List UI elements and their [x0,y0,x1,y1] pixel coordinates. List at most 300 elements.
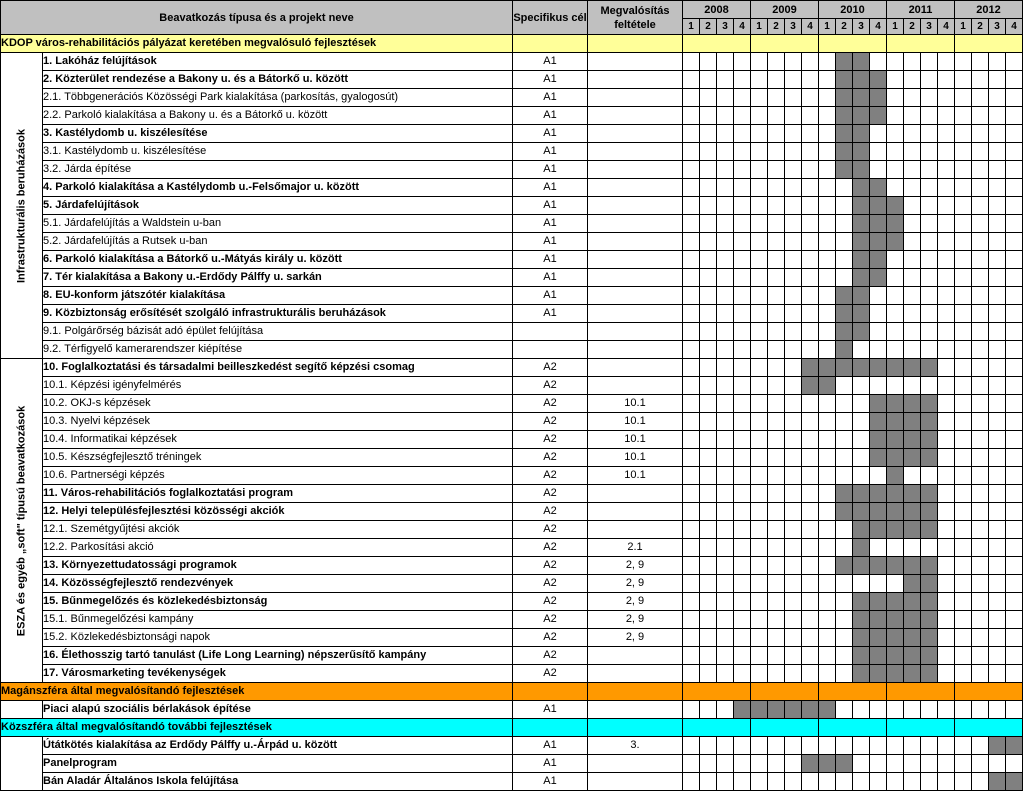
specific-goal-cell: A1 [513,755,588,773]
gantt-empty-cell [836,413,853,431]
gantt-empty-cell [853,773,870,791]
gantt-bar-cell [802,359,819,377]
gantt-empty-cell [683,521,700,539]
gantt-empty-cell [802,773,819,791]
gantt-empty-cell [955,161,972,179]
gantt-empty-cell [768,629,785,647]
gantt-empty-cell [955,143,972,161]
gantt-empty-cell [870,323,887,341]
gantt-bar-cell [853,179,870,197]
gantt-empty-cell [768,647,785,665]
gantt-empty-cell [700,107,717,125]
gantt-empty-cell [751,395,768,413]
gantt-empty-cell [768,557,785,575]
gantt-empty-cell [887,737,904,755]
gantt-bar-cell [904,557,921,575]
gantt-empty-cell [836,467,853,485]
gantt-bar-cell [870,521,887,539]
gantt-empty-cell [751,107,768,125]
gantt-bar-cell [870,431,887,449]
table-row [1,467,1023,485]
specific-goal-cell: A1 [513,197,588,215]
precondition-cell [588,305,683,323]
gantt-empty-cell [836,197,853,215]
precondition-cell [588,323,683,341]
table-row [1,647,1023,665]
category-label: Infrastrukturális beruházások [15,128,27,283]
gantt-empty-cell [819,251,836,269]
gantt-empty-cell [717,539,734,557]
gantt-empty-cell [819,503,836,521]
gantt-bar-cell [853,611,870,629]
gantt-empty-cell [1006,629,1023,647]
gantt-bar-cell [921,521,938,539]
gantt-empty-cell [921,539,938,557]
gantt-bar-cell [887,395,904,413]
specific-goal-cell: A2 [513,395,588,413]
gantt-empty-cell [1006,665,1023,683]
table-row [1,395,1023,413]
gantt-bar-cell [853,557,870,575]
specific-goal-cell: A2 [513,593,588,611]
gantt-empty-cell [785,323,802,341]
gantt-bar-cell [870,359,887,377]
gantt-empty-cell [734,629,751,647]
gantt-empty-cell [938,773,955,791]
specific-goal-cell: A1 [513,305,588,323]
gantt-bar-cell [853,521,870,539]
gantt-empty-cell [1006,53,1023,71]
gantt-empty-cell [700,341,717,359]
activity-name: 9.2. Térfigyelő kamerarendszer kiépítése [43,341,513,359]
table-row [1,611,1023,629]
specific-goal-cell: A1 [513,71,588,89]
specific-goal-cell: A1 [513,773,588,791]
gantt-empty-cell [717,467,734,485]
gantt-empty-cell [700,53,717,71]
gantt-empty-cell [836,575,853,593]
gantt-empty-cell [921,755,938,773]
gantt-empty-cell [836,539,853,557]
precondition-cell: 2, 9 [588,629,683,647]
header-quarter: 2 [768,19,785,35]
gantt-empty-cell [785,377,802,395]
gantt-empty-cell [683,485,700,503]
activity-name: 9.1. Polgárőrség bázisát adó épület felújítása [43,323,513,341]
gantt-empty-cell [802,413,819,431]
gantt-empty-cell [802,647,819,665]
gantt-empty-cell [785,485,802,503]
gantt-empty-cell [938,737,955,755]
gantt-empty-cell [938,179,955,197]
gantt-empty-cell [717,305,734,323]
gantt-empty-cell [751,575,768,593]
gantt-bar-cell [904,629,921,647]
gantt-empty-cell [904,215,921,233]
gantt-empty-cell [955,575,972,593]
gantt-empty-cell [717,521,734,539]
gantt-empty-cell [717,71,734,89]
gantt-empty-cell [853,701,870,719]
specific-goal-cell: A2 [513,359,588,377]
specific-goal-cell: A2 [513,665,588,683]
gantt-bar-cell [904,485,921,503]
gantt-empty-cell [955,107,972,125]
gantt-empty-cell [989,503,1006,521]
gantt-empty-cell [972,107,989,125]
gantt-empty-cell [785,755,802,773]
gantt-empty-cell [989,341,1006,359]
gantt-empty-cell [938,503,955,521]
gantt-empty-cell [768,215,785,233]
gantt-empty-cell [768,125,785,143]
gantt-empty-cell [989,701,1006,719]
gantt-empty-cell [802,449,819,467]
precondition-cell: 10.1 [588,467,683,485]
gantt-empty-cell [972,755,989,773]
gantt-empty-cell [989,395,1006,413]
gantt-empty-cell [683,413,700,431]
gantt-empty-cell [734,431,751,449]
gantt-empty-cell [887,107,904,125]
gantt-empty-cell [955,305,972,323]
gantt-empty-cell [989,161,1006,179]
gantt-bar-cell [870,395,887,413]
table-row [1,107,1023,125]
gantt-bar-cell [870,413,887,431]
gantt-empty-cell [683,53,700,71]
gantt-empty-cell [734,395,751,413]
gantt-empty-cell [683,341,700,359]
gantt-bar-cell [870,449,887,467]
gantt-empty-cell [751,485,768,503]
gantt-empty-cell [972,341,989,359]
gantt-empty-cell [972,161,989,179]
gantt-empty-cell [972,89,989,107]
gantt-empty-cell [751,413,768,431]
header-row-years [1,1,1023,19]
gantt-empty-cell [717,107,734,125]
section-year-cell [751,719,819,737]
gantt-empty-cell [955,413,972,431]
gantt-empty-cell [819,125,836,143]
gantt-bar-cell [853,197,870,215]
section-year-cell [683,35,751,53]
gantt-empty-cell [785,161,802,179]
specific-goal-cell: A1 [513,737,588,755]
gantt-empty-cell [734,233,751,251]
gantt-empty-cell [683,629,700,647]
gantt-empty-cell [768,251,785,269]
gantt-empty-cell [989,125,1006,143]
header-quarter: 1 [683,19,700,35]
gantt-empty-cell [921,269,938,287]
gantt-empty-cell [751,359,768,377]
specific-goal-cell: A1 [513,215,588,233]
activity-name: 15. Bűnmegelőzés és közlekedésbiztonság [43,593,513,611]
gantt-empty-cell [1006,89,1023,107]
gantt-empty-cell [700,665,717,683]
gantt-empty-cell [785,215,802,233]
gantt-empty-cell [683,449,700,467]
specific-goal-cell: A1 [513,287,588,305]
gantt-empty-cell [870,287,887,305]
gantt-bar-cell [904,431,921,449]
gantt-empty-cell [938,161,955,179]
gantt-bar-cell [853,359,870,377]
gantt-empty-cell [785,233,802,251]
precondition-cell [588,773,683,791]
gantt-empty-cell [802,179,819,197]
gantt-empty-cell [904,287,921,305]
gantt-empty-cell [717,179,734,197]
gantt-empty-cell [989,251,1006,269]
precondition-cell [588,233,683,251]
gantt-empty-cell [700,521,717,539]
gantt-empty-cell [938,341,955,359]
gantt-empty-cell [836,629,853,647]
gantt-empty-cell [802,53,819,71]
precondition-cell [588,377,683,395]
gantt-empty-cell [955,269,972,287]
gantt-empty-cell [887,755,904,773]
gantt-empty-cell [683,359,700,377]
section-title: Magánszféra által megvalósítandó fejlesztések [1,683,513,701]
gantt-empty-cell [836,215,853,233]
gantt-bar-cell [751,701,768,719]
gantt-empty-cell [768,107,785,125]
section-cond-cell [588,683,683,701]
activity-name: 12.1. Szemétgyűjtési akciók [43,521,513,539]
gantt-empty-cell [717,647,734,665]
gantt-empty-cell [734,593,751,611]
gantt-empty-cell [785,665,802,683]
gantt-empty-cell [717,431,734,449]
gantt-empty-cell [921,773,938,791]
gantt-empty-cell [683,251,700,269]
gantt-bar-cell [853,251,870,269]
gantt-empty-cell [768,431,785,449]
gantt-empty-cell [734,575,751,593]
gantt-empty-cell [785,341,802,359]
gantt-empty-cell [921,305,938,323]
table-row [1,179,1023,197]
gantt-empty-cell [751,269,768,287]
gantt-empty-cell [955,179,972,197]
gantt-empty-cell [972,521,989,539]
gantt-empty-cell [921,107,938,125]
gantt-empty-cell [751,71,768,89]
gantt-empty-cell [1006,269,1023,287]
gantt-empty-cell [1006,593,1023,611]
gantt-empty-cell [700,575,717,593]
specific-goal-cell: A1 [513,701,588,719]
gantt-empty-cell [819,431,836,449]
gantt-empty-cell [921,251,938,269]
gantt-empty-cell [938,269,955,287]
gantt-empty-cell [717,215,734,233]
gantt-bar-cell [887,413,904,431]
gantt-bar-cell [870,197,887,215]
gantt-bar-cell [836,125,853,143]
gantt-empty-cell [955,611,972,629]
gantt-empty-cell [938,89,955,107]
gantt-empty-cell [955,215,972,233]
gantt-bar-cell [836,341,853,359]
gantt-empty-cell [683,269,700,287]
precondition-cell [588,197,683,215]
table-row [1,89,1023,107]
gantt-empty-cell [734,449,751,467]
gantt-bar-cell [853,71,870,89]
specific-goal-cell: A2 [513,503,588,521]
table-row [1,71,1023,89]
gantt-empty-cell [904,125,921,143]
specific-goal-cell: A2 [513,431,588,449]
header-quarter: 4 [1006,19,1023,35]
gantt-empty-cell [989,269,1006,287]
gantt-empty-cell [734,359,751,377]
gantt-empty-cell [819,665,836,683]
gantt-empty-cell [683,287,700,305]
gantt-bar-cell [853,107,870,125]
gantt-empty-cell [1006,413,1023,431]
gantt-empty-cell [683,773,700,791]
gantt-empty-cell [938,215,955,233]
gantt-empty-cell [904,539,921,557]
gantt-empty-cell [1006,521,1023,539]
gantt-empty-cell [785,647,802,665]
gantt-empty-cell [938,395,955,413]
gantt-empty-cell [887,125,904,143]
gantt-empty-cell [683,701,700,719]
gantt-empty-cell [683,593,700,611]
header-quarter: 3 [989,19,1006,35]
gantt-empty-cell [1006,341,1023,359]
gantt-bar-cell [887,629,904,647]
gantt-empty-cell [700,377,717,395]
gantt-bar-cell [921,413,938,431]
gantt-empty-cell [1006,575,1023,593]
activity-name: Bán Aladár Általános Iskola felújítása [43,773,513,791]
gantt-bar-cell [921,449,938,467]
precondition-cell [588,143,683,161]
header-year: 2009 [751,1,819,19]
activity-name: 5. Járdafelújítások [43,197,513,215]
gantt-empty-cell [734,539,751,557]
table-row [1,197,1023,215]
gantt-empty-cell [836,431,853,449]
gantt-empty-cell [734,323,751,341]
gantt-empty-cell [768,773,785,791]
section-year-cell [683,683,751,701]
gantt-empty-cell [955,485,972,503]
gantt-empty-cell [887,89,904,107]
activity-name: 10.3. Nyelvi képzések [43,413,513,431]
gantt-empty-cell [836,647,853,665]
table-row [1,557,1023,575]
gantt-bar-cell [853,485,870,503]
gantt-bar-cell [870,179,887,197]
gantt-bar-cell [887,233,904,251]
gantt-empty-cell [955,377,972,395]
precondition-cell [588,665,683,683]
gantt-empty-cell [751,593,768,611]
specific-goal-cell: A1 [513,233,588,251]
precondition-cell: 2, 9 [588,593,683,611]
gantt-empty-cell [717,143,734,161]
gantt-empty-cell [717,665,734,683]
activity-name: 3. Kastélydomb u. kiszélesítése [43,125,513,143]
gantt-empty-cell [802,233,819,251]
gantt-empty-cell [955,53,972,71]
gantt-empty-cell [870,143,887,161]
gantt-empty-cell [819,647,836,665]
section-year-cell [955,683,1023,701]
gantt-empty-cell [955,125,972,143]
category-label-cell [1,737,43,791]
gantt-empty-cell [785,431,802,449]
gantt-empty-cell [972,251,989,269]
gantt-bar-cell [870,629,887,647]
gantt-empty-cell [853,377,870,395]
gantt-empty-cell [819,89,836,107]
gantt-empty-cell [683,557,700,575]
precondition-cell: 10.1 [588,395,683,413]
gantt-bar-cell [904,395,921,413]
gantt-empty-cell [904,269,921,287]
gantt-empty-cell [1006,485,1023,503]
gantt-empty-cell [972,773,989,791]
gantt-empty-cell [938,701,955,719]
gantt-empty-cell [734,737,751,755]
gantt-empty-cell [1006,539,1023,557]
gantt-empty-cell [887,251,904,269]
precondition-cell [588,179,683,197]
table-row [1,251,1023,269]
gantt-empty-cell [853,413,870,431]
gantt-empty-cell [734,251,751,269]
gantt-empty-cell [955,431,972,449]
gantt-empty-cell [700,413,717,431]
gantt-empty-cell [717,503,734,521]
specific-goal-cell: A2 [513,557,588,575]
gantt-bar-cell [836,485,853,503]
activity-name: 1. Lakóház felújítások [43,53,513,71]
gantt-empty-cell [768,341,785,359]
gantt-empty-cell [751,197,768,215]
gantt-empty-cell [938,125,955,143]
precondition-cell: 2, 9 [588,575,683,593]
gantt-empty-cell [938,593,955,611]
gantt-empty-cell [683,503,700,521]
gantt-empty-cell [785,71,802,89]
gantt-empty-cell [955,557,972,575]
gantt-empty-cell [921,287,938,305]
gantt-empty-cell [751,305,768,323]
gantt-empty-cell [1006,215,1023,233]
gantt-empty-cell [785,467,802,485]
gantt-empty-cell [853,755,870,773]
table-row [1,233,1023,251]
gantt-empty-cell [836,737,853,755]
gantt-empty-cell [785,611,802,629]
gantt-empty-cell [972,647,989,665]
gantt-empty-cell [819,215,836,233]
gantt-bar-cell [836,107,853,125]
table-row [1,485,1023,503]
gantt-bar-cell [904,503,921,521]
